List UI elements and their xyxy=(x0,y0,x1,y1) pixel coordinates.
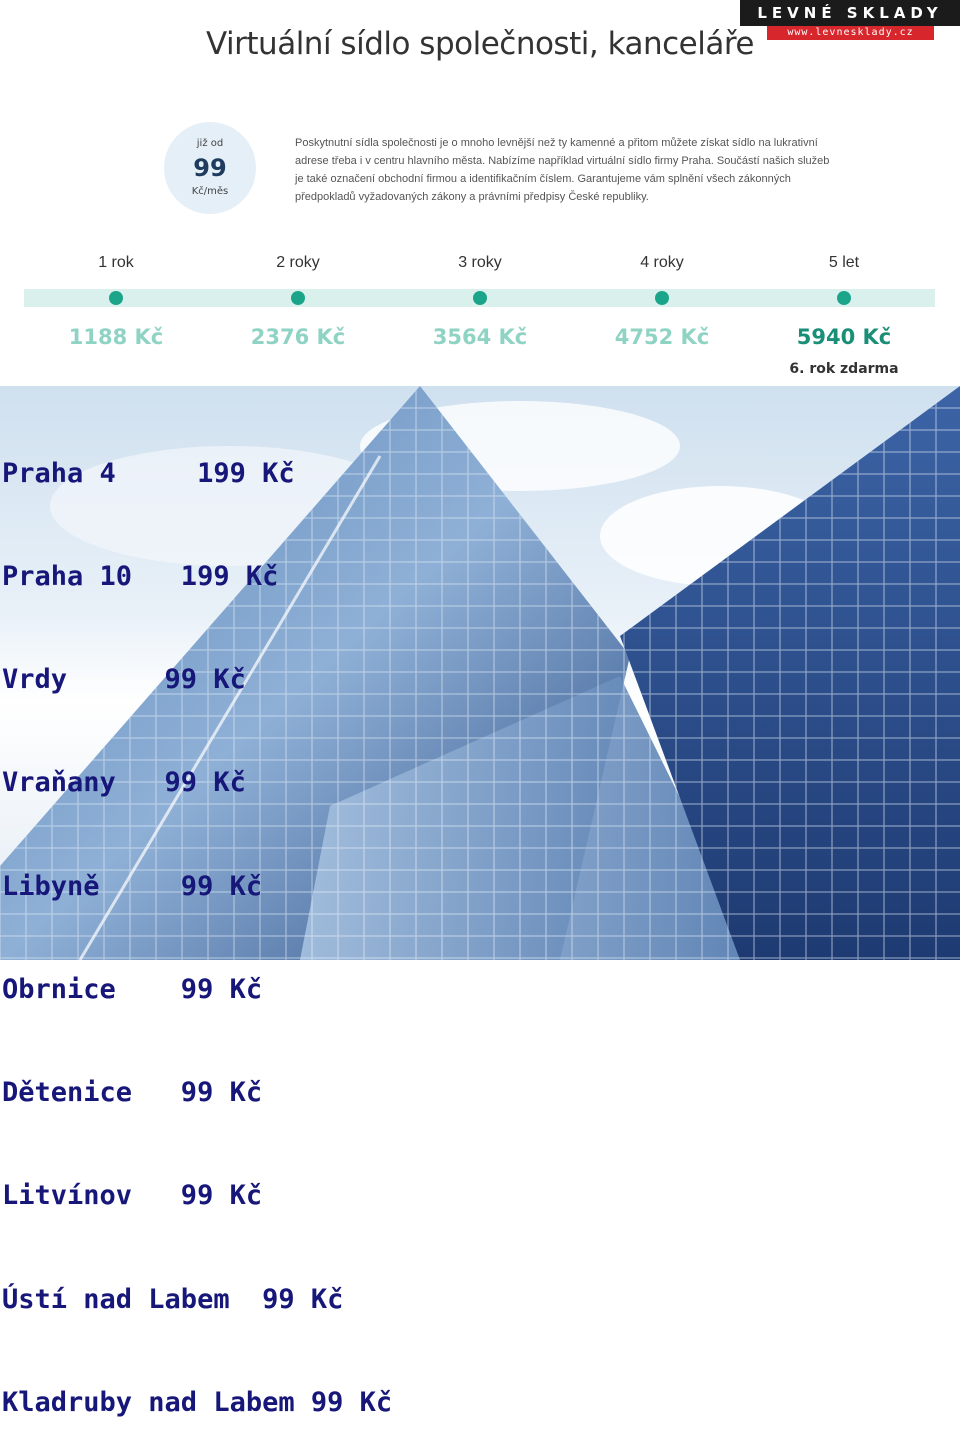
timeline-dot-4[interactable] xyxy=(655,291,669,305)
timeline-price-2: 2376 Kč xyxy=(250,325,346,349)
price-badge xyxy=(164,122,256,214)
timeline-price-3: 3564 Kč xyxy=(432,325,528,349)
timeline-period-2: 2 roky xyxy=(276,254,320,271)
location-item: Praha 10 199 Kč xyxy=(2,561,279,593)
timeline-period-4: 4 roky xyxy=(640,254,684,271)
timeline-dot-3[interactable] xyxy=(473,291,487,305)
timeline-period-3: 3 roky xyxy=(458,254,502,271)
timeline-price-1: 1188 Kč xyxy=(68,325,164,349)
price-value: 99 xyxy=(193,154,227,182)
timeline-price-5: 5940 Kč xyxy=(796,325,892,349)
timeline-dot-1[interactable] xyxy=(109,291,123,305)
timeline-dot-2[interactable] xyxy=(291,291,305,305)
price-from-label: již od xyxy=(196,138,224,149)
location-item: Ústí nad Labem 99 Kč xyxy=(2,1283,344,1315)
service-description: Poskytnutní sídla společnosti je o mnoho levnější než ty kamenné a přitom můžete získat sídlo na lukrativní adrese třeba i v centru hlavního města. Nabízíme například virtuální sídlo firmy Praha. Součástí našich služeb je také označení obchodní firmou a identifikačním číslem. Garantujeme vám splnění všech zákonných předpokladů vyžadovaných zákony a právními předpisy České republiky. xyxy=(295,137,830,203)
location-item: Vraňany 99 Kč xyxy=(2,767,246,799)
location-price-list xyxy=(2,388,392,1455)
location-item: Libyně 99 Kč xyxy=(2,870,263,902)
location-item: Vrdy 99 Kč xyxy=(2,664,246,696)
location-item: Obrnice 99 Kč xyxy=(2,973,263,1005)
timeline-dot-5[interactable] xyxy=(837,291,851,305)
location-item: Dětenice 99 Kč xyxy=(2,1077,263,1109)
timeline-period-1: 1 rok xyxy=(98,254,134,271)
location-item: Praha 4 199 Kč xyxy=(2,457,295,489)
logo-url: www.levnesklady.cz xyxy=(767,26,934,40)
location-item: Kladruby nad Labem 99 Kč xyxy=(2,1386,393,1418)
timeline-bonus: 6. rok zdarma xyxy=(789,361,899,377)
location-item: Litvínov 99 Kč xyxy=(2,1180,263,1212)
page-title: Virtuální sídlo společnosti, kanceláře xyxy=(206,26,754,62)
price-unit: Kč/měs xyxy=(191,186,229,197)
logo-name: LEVNÉ SKLADY xyxy=(740,0,960,26)
timeline-period-5: 5 let xyxy=(828,254,860,271)
timeline-price-4: 4752 Kč xyxy=(614,325,710,349)
